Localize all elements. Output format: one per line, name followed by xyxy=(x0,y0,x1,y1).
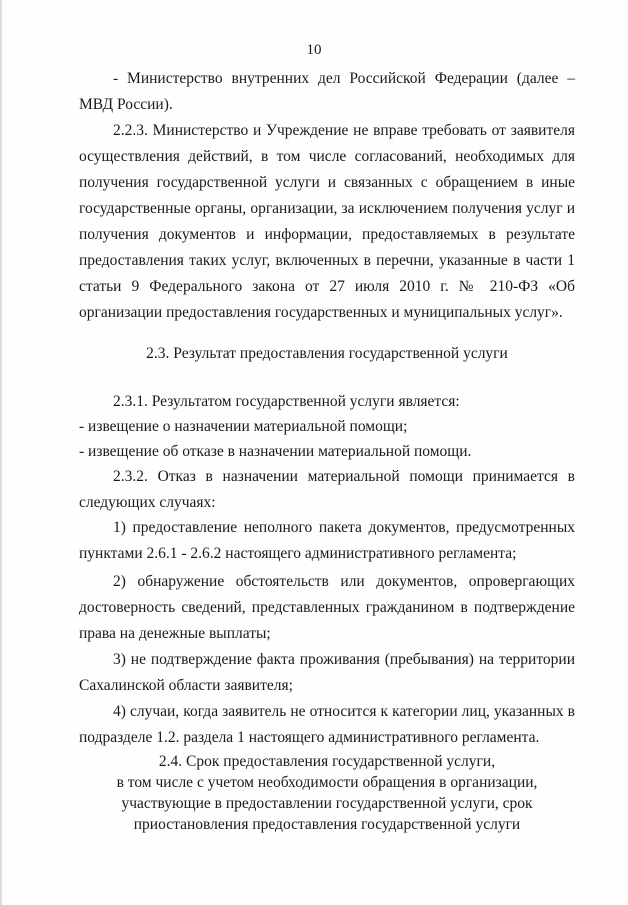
section-heading-2-3: 2.3. Результат предоставления государственной услуги xyxy=(146,345,508,362)
paragraph-2-3-1: 2.3.1. Результатом государственной услуги является: xyxy=(113,393,460,410)
heading-2-4-line-3: участвующие в предоставлении государственной услуги, срок xyxy=(121,795,533,812)
list-item-2: 2) обнаружение обстоятельств или документов, опровергающих достоверность сведений, представленных гражданином в подтверждение права на денежные выплаты; xyxy=(79,573,575,642)
list-item-1: 1) предоставление неполного пакета документов, предусмотренных пунктами 2.6.1 - 2.6.2 настоящего административного регламента; xyxy=(79,519,575,562)
paragraph-ministry: - Министерство внутренних дел Российской Федерации (далее – МВД России). xyxy=(79,70,575,113)
heading-2-4-line-1: 2.4. Срок предоставления государственной услуги, xyxy=(158,753,496,770)
heading-2-4-line-4: приостановления предоставления государственной услуги xyxy=(133,816,521,833)
paragraph-2-3-2: 2.3.2. Отказ в назначении материальной помощи принимается в следующих случаях: xyxy=(79,468,575,511)
list-item-4: 4) случаи, когда заявитель не относится к категории лиц, указанных в подразделе 1.2. раздела 1 настоящего административного регламента. xyxy=(79,703,575,746)
list-item-3: 3) не подтверждение факта проживания (пребывания) на территории Сахалинской области заявителя; xyxy=(79,651,575,694)
paragraph-2-2-3: 2.2.3. Министерство и Учреждение не вправе требовать от заявителя осуществления действий, в том числе согласований, необходимых для получения государственной услуги и связанных с обращением в иные государственные органы, организации, за исключением получения услуг и получения документов и информации, предоставляемых в результате предоставления таких услуг, включенных в перечни, указанные в части 1 статьи 9 Федерального закона от 27 июля 2010 г. № 210-ФЗ «Об организации предоставления государственных и муниципальных услуг». xyxy=(79,122,575,321)
list-item-notice-grant: - извещение о назначении материальной помощи; xyxy=(79,418,408,435)
section-heading-2-4 xyxy=(79,751,575,835)
page-number: 10 xyxy=(306,42,322,58)
page-edge-shadow xyxy=(0,0,3,905)
list-item-notice-refusal: - извещение об отказе в назначении материальной помощи. xyxy=(79,443,472,460)
heading-2-4-line-2: в том числе с учетом необходимости обращения в организации, xyxy=(116,774,538,791)
